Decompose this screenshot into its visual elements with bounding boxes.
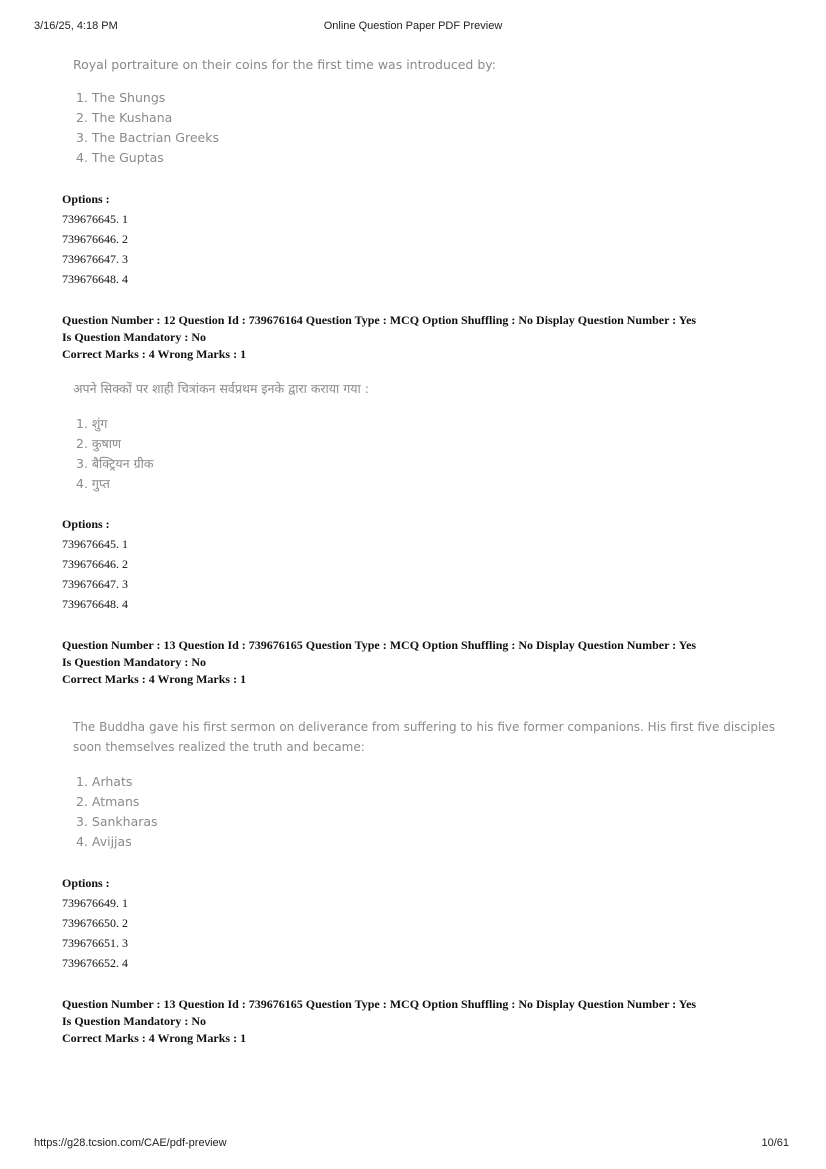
marks-line: Correct Marks : 4 Wrong Marks : 1 — [62, 1031, 247, 1045]
choice-3: 3. Sankharas — [76, 814, 158, 829]
question-12-image — [62, 380, 782, 495]
question-meta-line: Question Number : 13 Question Id : 739676165 Question Type : MCQ Option Shuffling : No Display Question Number : Yes — [62, 997, 697, 1011]
question-13-options — [62, 876, 782, 976]
option-row: 739676647. 3 — [62, 252, 128, 266]
question-meta-line: Question Number : 12 Question Id : 739676164 Question Type : MCQ Option Shuffling : No Display Question Number : Yes — [62, 313, 697, 327]
choice-1: 1. The Shungs — [76, 90, 166, 105]
option-row: 739676651. 3 — [62, 936, 128, 950]
print-timestamp: 3/16/25, 4:18 PM — [34, 20, 118, 32]
question-11-options — [62, 192, 782, 292]
choice-2: 2. कुषाण — [76, 436, 121, 451]
choice-3: 3. बैक्ट्रियन ग्रीक — [76, 456, 154, 471]
question-stem-line-1: The Buddha gave his first sermon on deliverance from suffering to his five former companions. His first five disciples — [73, 720, 775, 734]
question-12-options — [62, 517, 782, 617]
option-row: 739676650. 2 — [62, 916, 128, 930]
question-12-meta — [62, 313, 782, 369]
question-stem-line-2: soon themselves realized the truth and became: — [73, 740, 365, 754]
mandatory-line: Is Question Mandatory : No — [62, 330, 207, 344]
question-next-meta — [62, 997, 782, 1053]
choice-2: 2. The Kushana — [76, 110, 173, 125]
option-row: 739676645. 1 — [62, 537, 128, 551]
marks-line: Correct Marks : 4 Wrong Marks : 1 — [62, 672, 247, 686]
options-label: Options : — [62, 192, 110, 206]
option-row: 739676648. 4 — [62, 272, 128, 286]
question-stem: अपने सिक्कों पर शाही चित्रांकन सर्वप्रथम इनके द्वारा कराया गया : — [73, 381, 369, 396]
choice-1: 1. शुंग — [76, 416, 108, 431]
question-stem: Royal portraiture on their coins for the first time was introduced by: — [73, 57, 496, 72]
mandatory-line: Is Question Mandatory : No — [62, 655, 207, 669]
choice-1: 1. Arhats — [76, 774, 133, 789]
choice-2: 2. Atmans — [76, 794, 140, 809]
document-title: Online Question Paper PDF Preview — [323, 20, 503, 32]
option-row: 739676649. 1 — [62, 896, 128, 910]
option-row: 739676645. 1 — [62, 212, 128, 226]
choice-4: 4. The Guptas — [76, 150, 164, 165]
question-13-meta — [62, 638, 782, 694]
print-footer — [0, 1137, 826, 1151]
option-row: 739676646. 2 — [62, 557, 128, 571]
option-row: 739676652. 4 — [62, 956, 128, 970]
print-header — [0, 20, 826, 34]
choice-3: 3. The Bactrian Greeks — [76, 130, 219, 145]
question-13-image — [62, 720, 782, 855]
options-label: Options : — [62, 517, 110, 531]
page-url: https://g28.tcsion.com/CAE/pdf-preview — [34, 1137, 227, 1149]
marks-line: Correct Marks : 4 Wrong Marks : 1 — [62, 347, 247, 361]
question-11-image — [62, 56, 782, 176]
mandatory-line: Is Question Mandatory : No — [62, 1014, 207, 1028]
question-meta-line: Question Number : 13 Question Id : 739676165 Question Type : MCQ Option Shuffling : No Display Question Number : Yes — [62, 638, 697, 652]
option-row: 739676646. 2 — [62, 232, 128, 246]
choice-4: 4. Avijjas — [76, 834, 132, 849]
page-number: 10/61 — [761, 1137, 789, 1149]
options-label: Options : — [62, 876, 110, 890]
option-row: 739676647. 3 — [62, 577, 128, 591]
option-row: 739676648. 4 — [62, 597, 128, 611]
choice-4: 4. गुप्त — [76, 476, 110, 491]
